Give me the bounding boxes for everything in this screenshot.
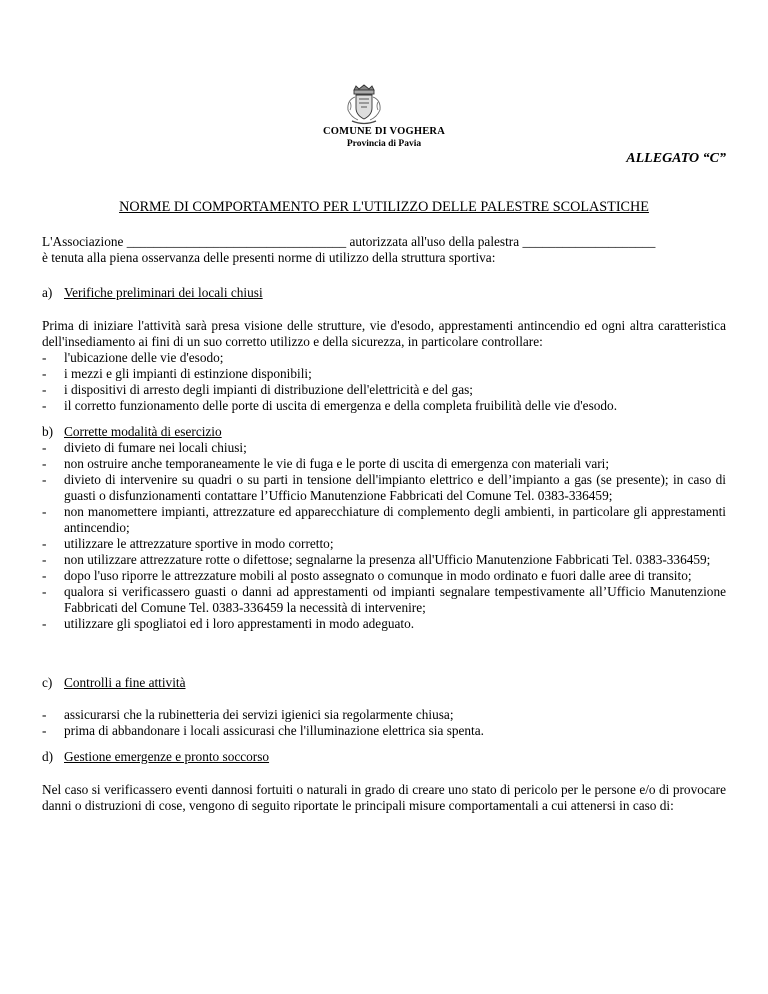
- section-c-list: [42, 707, 726, 739]
- list-item: [42, 350, 726, 366]
- list-item: [42, 440, 726, 456]
- municipality-name: COMUNE DI VOGHERA: [322, 126, 445, 137]
- gym-blank[interactable]: ____________________: [522, 234, 656, 249]
- section-a-list: [42, 350, 726, 414]
- bullet-dash: -: [42, 398, 47, 413]
- list-item-text: il corretto funzionamento delle porte di uscita di emergenza e della completa fruibilità delle vie d'esodo.: [64, 398, 618, 413]
- section-c-heading: [42, 675, 726, 691]
- bullet-dash: -: [42, 350, 47, 365]
- bullet-dash: -: [42, 366, 47, 381]
- list-item: [42, 536, 726, 552]
- list-item-text: i dispositivi di arresto degli impianti di distribuzione dell'elettricità e del gas;: [64, 382, 473, 397]
- section-a-paragraph: Prima di iniziare l'attività sarà presa visione delle strutture, vie d'esodo, apprestamenti antincendio ed ogni altra caratteristica dell'insediamento ai fini di un suo corretto utilizzo e della sicurezza, in particolare controllare:: [42, 318, 726, 349]
- section-title: Corrette modalità di esercizio: [64, 424, 222, 439]
- section-title: Controlli a fine attività: [64, 675, 186, 690]
- list-item-text: i mezzi e gli impianti di estinzione disponibili;: [64, 366, 312, 381]
- list-item-text: assicurarsi che la rubinetteria dei servizi igienici sia regolarmente chiusa;: [64, 707, 454, 722]
- bullet-dash: -: [42, 568, 47, 583]
- list-item: [42, 616, 726, 632]
- intro-line-2: è tenuta alla piena osservanza delle presenti norme di utilizzo della struttura sportiva:: [42, 250, 496, 265]
- section-d-heading: [42, 749, 726, 765]
- bullet-dash: -: [42, 552, 47, 567]
- association-blank[interactable]: _________________________________: [126, 234, 347, 249]
- section-letter: b): [42, 424, 54, 439]
- section-letter: a): [42, 285, 53, 300]
- association-label: L'Associazione: [42, 234, 124, 249]
- list-item-text: dopo l'uso riporre le attrezzature mobili al posto assegnato o comunque in modo ordinato e fuori dalle aree di transito;: [64, 568, 692, 583]
- list-item: [42, 552, 726, 568]
- bullet-dash: -: [42, 472, 47, 487]
- section-d-paragraph: Nel caso si verificassero eventi dannosi fortuiti o naturali in grado di creare uno stato di pericolo per le persone e/o di provocare danni o distruzioni di cose, vengono di seguito riportate le principali misure comportamentali a cui attenersi in caso di:: [42, 782, 726, 813]
- list-item: [42, 584, 726, 616]
- list-item: [42, 456, 726, 472]
- list-item-text: divieto di intervenire su quadri o su parti in tensione dell'impianto elettrico e dell’impianto a gas (se presente); in caso di guasti o disfunzionamenti contattare l’Ufficio Manutenzione Fabbricati del Comune Tel. 0383-336459;: [64, 472, 726, 503]
- coat-of-arms-logo: [342, 84, 386, 126]
- bullet-dash: -: [42, 504, 47, 519]
- gym-label: autorizzata all'uso della palestra: [349, 234, 520, 249]
- list-item: [42, 382, 726, 398]
- section-a-heading: [42, 285, 726, 301]
- list-item-text: prima di abbandonare i locali assicurasi che l'illuminazione elettrica sia spenta.: [64, 723, 484, 738]
- bullet-dash: -: [42, 707, 47, 722]
- bullet-dash: -: [42, 382, 47, 397]
- section-b-heading: [42, 424, 726, 440]
- list-item-text: l'ubicazione delle vie d'esodo;: [64, 350, 224, 365]
- bullet-dash: -: [42, 456, 47, 471]
- list-item-text: non manomettere impianti, attrezzature ed apparecchiature di complemento degli ambienti, in particolare gli apprestamenti antincendio;: [64, 504, 726, 535]
- bullet-dash: -: [42, 616, 47, 631]
- list-item: [42, 398, 726, 414]
- document-title: NORME DI COMPORTAMENTO PER L'UTILIZZO DELLE PALESTRE SCOLASTICHE: [119, 199, 649, 215]
- list-item: [42, 504, 726, 536]
- list-item-text: utilizzare le attrezzature sportive in modo corretto;: [64, 536, 334, 551]
- section-title: Gestione emergenze e pronto soccorso: [64, 749, 270, 764]
- bullet-dash: -: [42, 536, 47, 551]
- section-letter: c): [42, 675, 53, 690]
- list-item-text: non utilizzare attrezzature rotte o difettose; segnalarne la presenza all'Ufficio Manutenzione Fabbricati Tel. 0383-336459;: [64, 552, 711, 567]
- section-title: Verifiche preliminari dei locali chiusi: [64, 285, 263, 300]
- list-item-text: non ostruire anche temporaneamente le vie di fuga e le porte di uscita di emergenza con materiali vari;: [64, 456, 610, 471]
- province-name: Provincia di Pavia: [346, 139, 422, 149]
- section-letter: d): [42, 749, 54, 764]
- list-item: [42, 366, 726, 382]
- intro-line-1: [42, 234, 726, 250]
- bullet-dash: -: [42, 723, 47, 738]
- list-item-text: qualora si verificassero guasti o danni ad apprestamenti od impianti segnalare tempestivamente all’Ufficio Manutenzione Fabbricati del Comune Tel. 0383-336459 la necessità di intervenire;: [64, 584, 726, 615]
- intro-block: [42, 234, 726, 266]
- bullet-dash: -: [42, 440, 47, 455]
- list-item: [42, 707, 726, 723]
- list-item-text: utilizzare gli spogliatoi ed i loro apprestamenti in modo adeguato.: [64, 616, 415, 631]
- list-item: [42, 723, 726, 739]
- list-item: [42, 568, 726, 584]
- attachment-label: ALLEGATO “C”: [626, 151, 726, 166]
- list-item: [42, 472, 726, 504]
- list-item-text: divieto di fumare nei locali chiusi;: [64, 440, 247, 455]
- bullet-dash: -: [42, 584, 47, 599]
- section-b-list: [42, 440, 726, 632]
